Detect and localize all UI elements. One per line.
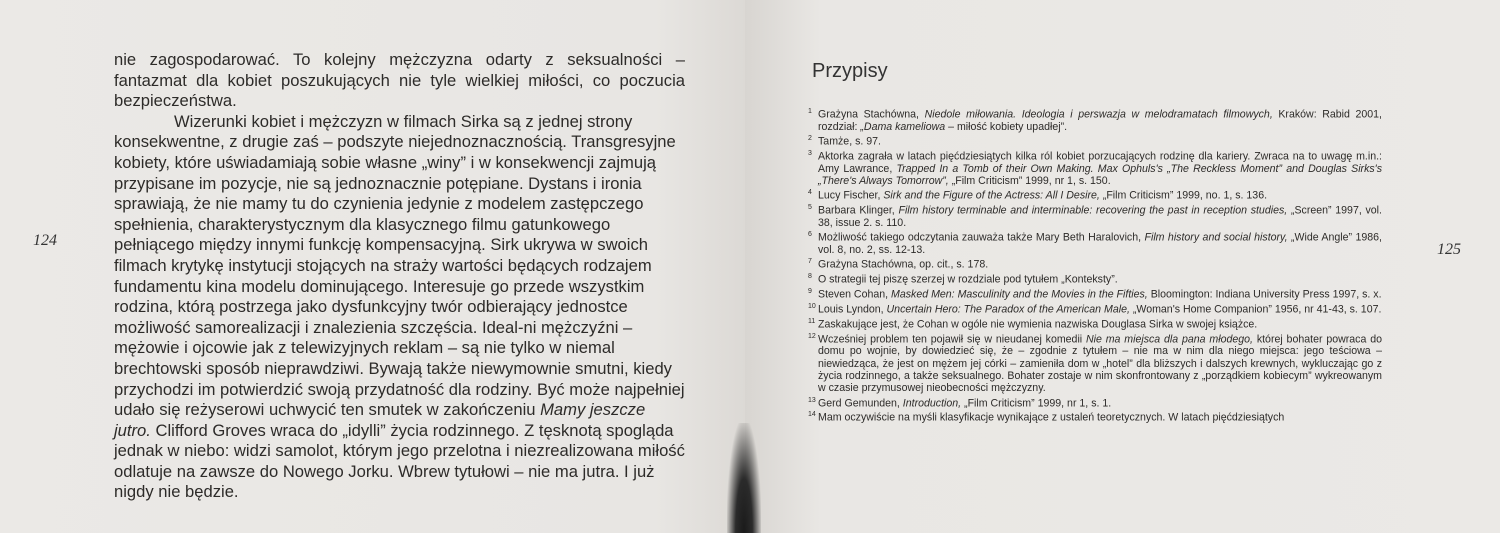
paragraph-2-start: Wizerunki kobiet i mężczyzn w filmach Sirka są z jednej strony konsekwentne, z drugie zaś – podszyte niejednoznacznością. Transgresyjne kobiety, które uświadamiają sobie własne „winy” i w konsekwencji zajmują przypisane im pozycje, nie są jednoznacznie potępiane. Dystans i ironia sprawiają, że nie mamy tu do czynienia jedynie z modelem zastępczego spełnienia, charakterystycznym dla klasycznego filmu gatunkowego pełniącego między innymi funkcję kompensacyjną. Sirk ukrywa w swoich filmach krytykę instytucji stojących na straży wartości będących rodzajem fundamentu kina modelu dominującego. Interesuje go przede wszystkim rodzina, którą postrzega jako dysfunkcyjny twór odbierający jednostce możliwość samorealizacji i znalezienia szczęścia. Ideal-ni mężczyźni – mężowie i ojcowie jak z telewizyjnych reklam – są nie tylko w niemal brechtowski sposób nieprawdziwi. Bywają także niewymownie smutni, kiedy przychodzi im potwierdzić swoją przydatność dla rodziny. Być może najpełniej udało się reżyserowi uchwycić ten smutek w zakończeniu <box>114 111 685 420</box>
footnote: 12 Wcześniej problem ten pojawił się w nieudanej komedii Nie ma miejsca dla pana młodego, której bohater powraca do domu po wojnie, by dowiedzieć się, że – zgodnie z tytułem – nie ma w nim dla niego miejsca: jego teściowa – niewiedząca, że jest on mężem jej córki – zamieniła dom w „hotel” dla bliższych i dalszych krewnych, wykluczając go z życia rodzinnego, a także seksualnego. Bohater zostaje w nim skonfrontowany z „porządkiem kobiecym” wykreowanym w czasie przymusowej nieobecności mężczyzny. <box>808 332 1382 395</box>
footnote: 7 Grażyna Stachówna, op. cit., s. 178. <box>808 258 989 271</box>
paragraph-2-end: Clifford Groves wraca do „idylli” życia rodzinnego. Z tęsknotą spogląda jednak w niebo: widzi samolot, którym jego przelotna i niezrealizowana miłość odlatuje na zawsze do Nowego Jorku. Wbrew tytułowi – nie ma jutra. I już nigdy nie będzie. <box>114 420 685 502</box>
footnote: 8 O strategii tej piszę szerzej w rozdziale pod tytułem „Konteksty”. <box>808 273 1118 286</box>
footnote: 10 Louis Lyndon, Uncertain Hero: The Paradox of the American Male, „Woman's Home Companion” 1956, nr 41-43, s. 107. <box>808 302 1382 316</box>
footnote: 1 Grażyna Stachówna, Niedole miłowania. Ideologia i perswazja w melodramatach filmowych, Kraków: Rabid 2001, rozdział: „Dama kameliowa – miłość kobiety upadłej”. <box>808 108 1382 133</box>
footnote: 14 Mam oczywiście na myśli klasyfikacje wynikające z ustaleń teoretycznych. W latach pięćdziesiątych <box>808 411 1285 424</box>
footnote: 4 Lucy Fischer, Sirk and the Figure of the Actress: All I Desire, „Film Criticism” 1999, no. 1, s. 136. <box>808 189 1268 202</box>
footnote: 5 Barbara Klinger, Film history terminable and interminable: recovering the past in reception studies, „Screen” 1997, vol. 38, issue 2. s. 110. <box>808 204 1382 230</box>
footnote: 9 Steven Cohan, Masked Men: Masculinity and the Movies in the Fifties, Bloomington: Indiana University Press 1997, s. x. <box>808 288 1382 301</box>
body-text <box>114 50 685 503</box>
paragraph-1: nie zagospodarować. To kolejny mężczyzna odarty z seksualności – fantazmat dla kobiet poszukujących nie tyle wielkiej miłości, co poczucia bezpieczeństwa. <box>114 50 685 111</box>
paragraph-2 <box>114 112 685 503</box>
notes-heading: Przypisy <box>812 60 888 82</box>
footnote: 11 Zaskakujące jest, że Cohan w ogóle nie wymienia nazwiska Douglasa Sirka w swojej książce. <box>808 317 1258 331</box>
footnote: 6 Możliwość takiego odczytania zauważa także Mary Beth Haralovich, Film history and social history, „Wide Angle” 1986, vol. 8, no. 2, ss. 12-13. <box>808 231 1382 257</box>
film-title: Mamy jeszcze jutro. <box>114 400 646 440</box>
book-gutter-shadow <box>727 423 761 533</box>
footnote: 13 Gerd Gemunden, Introduction, „Film Criticism” 1999, nr 1, s. 1. <box>808 396 1112 410</box>
page-number-left: 124 <box>33 232 57 249</box>
footnotes-list <box>808 106 1382 424</box>
page-number-right: 125 <box>1437 241 1461 258</box>
left-page <box>0 0 745 533</box>
footnote: 2 Tamże, s. 97. <box>808 135 881 148</box>
footnote: 3 Aktorka zagrała w latach pięćdziesiątych kilka ról kobiet porzucających rodzinę dla kariery. Zwraca na to uwagę m.in.: Amy Lawrance, Trapped In a Tomb of their Own Making. Max Ophuls's „The Reckless Moment” and Douglas Sirks's „There's Always Tomorrow”, „Film Criticism” 1999, nr 1, s. 150. <box>808 149 1383 188</box>
